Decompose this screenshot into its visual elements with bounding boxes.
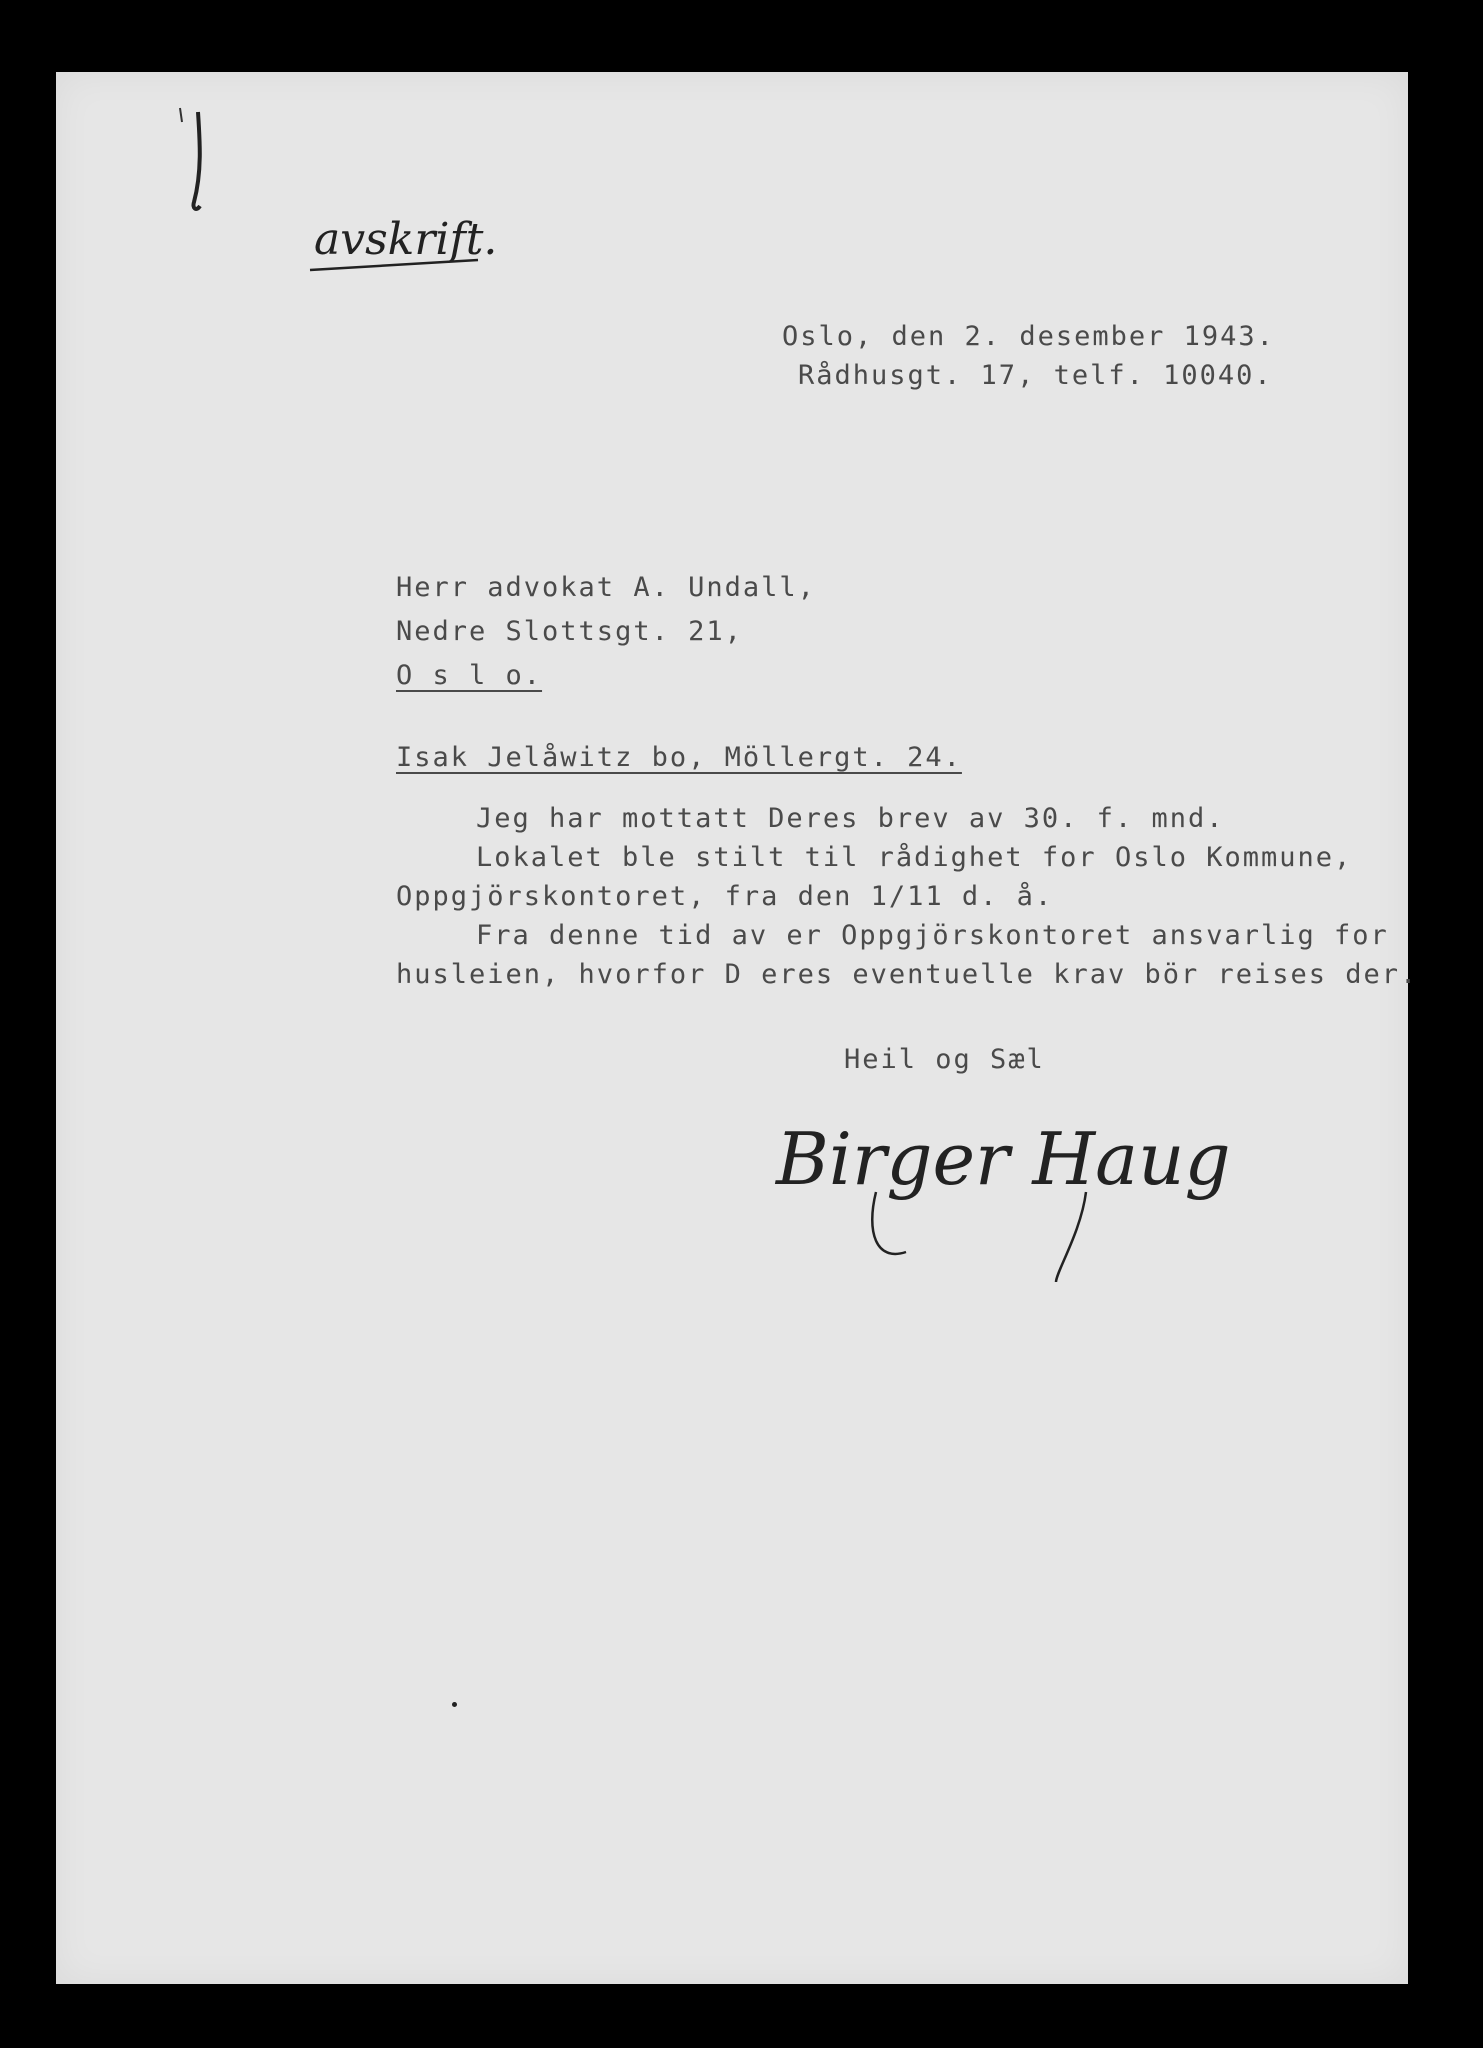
letter-page [56, 72, 1419, 1984]
signature-text: Birger Haug [776, 1117, 1231, 1201]
address-line: Rådhusgt. 17, telf. 10040. [798, 360, 1273, 391]
body-line-4: Fra denne tid av er Oppgjörskontoret ansvarlig for [476, 920, 1389, 951]
recipient-line-1: Herr advokat A. Undall, [396, 572, 816, 603]
annotation-text: avskrift. [314, 214, 498, 265]
closing: Heil og Sæl [844, 1044, 1045, 1075]
recipient-line-2: Nedre Slottsgt. 21, [396, 616, 743, 647]
recipient-line-3: O s l o. [396, 660, 543, 691]
body-line-3: Oppgjörskontoret, fra den 1/11 d. å. [396, 881, 1054, 912]
signature [756, 1072, 1231, 1292]
annotation-handwritten [306, 202, 546, 292]
body-line-2: Lokalet ble stilt til rådighet for Oslo Kommune, [476, 842, 1353, 873]
ink-dot [452, 1702, 457, 1707]
body-line-1: Jeg har mottatt Deres brev av 30. f. mnd. [476, 803, 1225, 834]
body-line-5: husleien, hvorfor D eres eventuelle krav bör reises der. [396, 959, 1419, 990]
subject-line: Isak Jelåwitz bo, Möllergt. 24. [396, 742, 962, 773]
date-line: Oslo, den 2. desember 1943. [782, 321, 1275, 352]
pen-mark [176, 102, 216, 222]
